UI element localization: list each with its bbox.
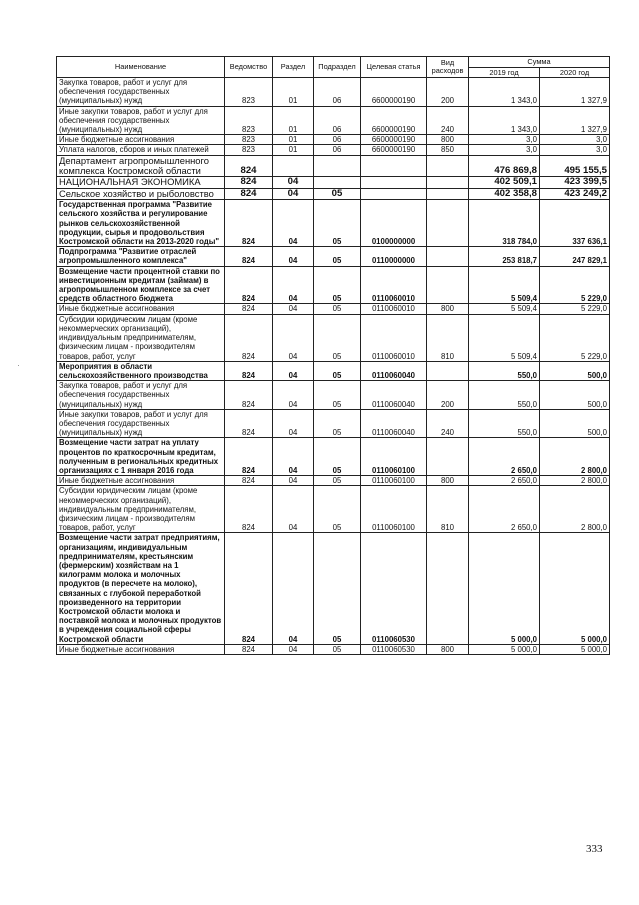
- row-podrazdel-cell: 05: [314, 361, 361, 380]
- row-sum-2019-cell: 476 869,8: [469, 155, 540, 177]
- row-expense-type-cell: [427, 361, 469, 380]
- header-expense-type: Вид расходов: [427, 57, 469, 78]
- row-sum-2019-cell: 3,0: [469, 135, 540, 145]
- margin-mark: [18, 365, 19, 366]
- row-expense-type-cell: 200: [427, 78, 469, 107]
- row-podrazdel-cell: [314, 177, 361, 188]
- row-podrazdel-cell: 05: [314, 247, 361, 266]
- row-vedomstvo-cell: 824: [225, 304, 273, 314]
- header-target-article: Целевая статья: [361, 57, 427, 78]
- row-podrazdel-cell: 05: [314, 486, 361, 533]
- row-sum-2020-cell: 423 249,2: [540, 188, 610, 199]
- row-razdel-cell: 04: [273, 304, 314, 314]
- table-row: [57, 135, 610, 145]
- row-target-cell: 6600000190: [361, 145, 427, 155]
- row-vedomstvo-cell: 823: [225, 145, 273, 155]
- row-expense-type-cell: [427, 177, 469, 188]
- row-sum-2019-cell: 402 509,1: [469, 177, 540, 188]
- row-razdel-cell: 01: [273, 135, 314, 145]
- row-razdel-cell: 04: [273, 644, 314, 654]
- row-name-cell: Иные бюджетные ассигнования: [57, 304, 225, 314]
- row-sum-2019-cell: 3,0: [469, 145, 540, 155]
- row-expense-type-cell: [427, 533, 469, 644]
- row-expense-type-cell: 810: [427, 486, 469, 533]
- row-target-cell: 0110060040: [361, 409, 427, 438]
- row-vedomstvo-cell: 824: [225, 486, 273, 533]
- row-sum-2020-cell: 2 800,0: [540, 438, 610, 476]
- table-row: [57, 486, 610, 533]
- row-vedomstvo-cell: 824: [225, 533, 273, 644]
- row-razdel-cell: 04: [273, 361, 314, 380]
- row-expense-type-cell: [427, 247, 469, 266]
- row-sum-2020-cell: 1 327,9: [540, 106, 610, 135]
- table-row: [57, 381, 610, 410]
- row-name-cell: Возмещение части процентной ставки по инвестиционным кредитам (займам) в агропромышленном комплексе за счет средств областного бюджета: [57, 266, 225, 304]
- row-name-cell: Иные бюджетные ассигнования: [57, 644, 225, 654]
- table-row: [57, 266, 610, 304]
- header-podrazdel: Подраздел: [314, 57, 361, 78]
- row-expense-type-cell: [427, 438, 469, 476]
- table-row: [57, 314, 610, 361]
- row-expense-type-cell: 800: [427, 644, 469, 654]
- row-target-cell: [361, 177, 427, 188]
- row-expense-type-cell: [427, 200, 469, 247]
- row-sum-2020-cell: 5 229,0: [540, 304, 610, 314]
- row-target-cell: 0110060010: [361, 314, 427, 361]
- row-podrazdel-cell: 05: [314, 644, 361, 654]
- row-podrazdel-cell: 06: [314, 78, 361, 107]
- row-name-cell: Сельское хозяйство и рыболовство: [57, 188, 225, 199]
- budget-table: [56, 56, 610, 655]
- row-name-cell: Департамент агропромышленного комплекса Костромской области: [57, 155, 225, 177]
- row-razdel-cell: 04: [273, 486, 314, 533]
- row-vedomstvo-cell: 824: [225, 188, 273, 199]
- table-row: [57, 304, 610, 314]
- row-expense-type-cell: [427, 155, 469, 177]
- row-name-cell: Возмещение части затрат на уплату процентов по краткосрочным кредитам, полученным в региональных кредитных организациях с 1 января 2016 года: [57, 438, 225, 476]
- row-target-cell: 0100000000: [361, 200, 427, 247]
- row-target-cell: 6600000190: [361, 78, 427, 107]
- row-podrazdel-cell: 05: [314, 314, 361, 361]
- row-sum-2019-cell: 550,0: [469, 381, 540, 410]
- row-sum-2020-cell: 3,0: [540, 135, 610, 145]
- table-row: [57, 177, 610, 188]
- row-name-cell: Уплата налогов, сборов и иных платежей: [57, 145, 225, 155]
- row-sum-2020-cell: 337 636,1: [540, 200, 610, 247]
- row-vedomstvo-cell: 824: [225, 644, 273, 654]
- row-sum-2020-cell: 5 229,0: [540, 266, 610, 304]
- row-target-cell: 0110060100: [361, 438, 427, 476]
- header-sum: Сумма: [469, 57, 610, 68]
- row-expense-type-cell: [427, 266, 469, 304]
- table-row: [57, 476, 610, 486]
- row-expense-type-cell: 800: [427, 135, 469, 145]
- row-target-cell: 6600000190: [361, 135, 427, 145]
- row-target-cell: 0110060010: [361, 266, 427, 304]
- table-row: [57, 361, 610, 380]
- row-sum-2019-cell: 1 343,0: [469, 78, 540, 107]
- row-vedomstvo-cell: 823: [225, 106, 273, 135]
- row-razdel-cell: 04: [273, 314, 314, 361]
- row-target-cell: 0110060040: [361, 361, 427, 380]
- row-vedomstvo-cell: 824: [225, 409, 273, 438]
- row-name-cell: Закупка товаров, работ и услуг для обеспечения государственных (муниципальных) нужд: [57, 78, 225, 107]
- row-name-cell: Государственная программа "Развитие сельского хозяйства и регулирование рынков сельскохозяйственной продукции, сырья и продовольствия Костромской области на 2013-2020 годы": [57, 200, 225, 247]
- page-number: 333: [586, 843, 603, 855]
- table-row: [57, 155, 610, 177]
- row-sum-2020-cell: 1 327,9: [540, 78, 610, 107]
- row-expense-type-cell: [427, 188, 469, 199]
- row-vedomstvo-cell: 823: [225, 135, 273, 145]
- row-name-cell: Мероприятия в области сельскохозяйственного производства: [57, 361, 225, 380]
- row-razdel-cell: 04: [273, 247, 314, 266]
- row-razdel-cell: 04: [273, 200, 314, 247]
- row-target-cell: 0110060530: [361, 644, 427, 654]
- row-sum-2019-cell: 5 000,0: [469, 533, 540, 644]
- row-expense-type-cell: 240: [427, 409, 469, 438]
- header-year-2020: 2020 год: [540, 68, 610, 78]
- row-target-cell: 6600000190: [361, 106, 427, 135]
- row-sum-2019-cell: 5 509,4: [469, 304, 540, 314]
- row-sum-2019-cell: 5 000,0: [469, 644, 540, 654]
- row-sum-2020-cell: 5 000,0: [540, 533, 610, 644]
- row-sum-2020-cell: 500,0: [540, 409, 610, 438]
- row-target-cell: [361, 188, 427, 199]
- row-razdel-cell: 04: [273, 381, 314, 410]
- table-row: [57, 409, 610, 438]
- row-sum-2019-cell: 253 818,7: [469, 247, 540, 266]
- row-podrazdel-cell: [314, 155, 361, 177]
- row-podrazdel-cell: 05: [314, 533, 361, 644]
- row-vedomstvo-cell: 824: [225, 361, 273, 380]
- row-target-cell: 0110000000: [361, 247, 427, 266]
- row-name-cell: Субсидии юридическим лицам (кроме некоммерческих организаций), индивидуальным предпринимателям, физическим лицам - производителям товаров, работ, услуг: [57, 314, 225, 361]
- row-razdel-cell: 04: [273, 409, 314, 438]
- row-razdel-cell: 01: [273, 106, 314, 135]
- row-vedomstvo-cell: 824: [225, 314, 273, 361]
- row-target-cell: 0110060530: [361, 533, 427, 644]
- row-expense-type-cell: 240: [427, 106, 469, 135]
- table-row: [57, 533, 610, 644]
- row-expense-type-cell: 200: [427, 381, 469, 410]
- header-year-2019: 2019 год: [469, 68, 540, 78]
- row-podrazdel-cell: 05: [314, 188, 361, 199]
- row-razdel-cell: [273, 155, 314, 177]
- row-sum-2020-cell: 3,0: [540, 145, 610, 155]
- row-podrazdel-cell: 05: [314, 438, 361, 476]
- row-name-cell: НАЦИОНАЛЬНАЯ ЭКОНОМИКА: [57, 177, 225, 188]
- row-name-cell: Иные бюджетные ассигнования: [57, 135, 225, 145]
- row-name-cell: Иные бюджетные ассигнования: [57, 476, 225, 486]
- row-sum-2019-cell: 550,0: [469, 409, 540, 438]
- row-vedomstvo-cell: 824: [225, 155, 273, 177]
- table-row: [57, 438, 610, 476]
- row-name-cell: Подпрограмма "Развитие отраслей агропромышленного комплекса": [57, 247, 225, 266]
- row-vedomstvo-cell: 824: [225, 177, 273, 188]
- row-sum-2019-cell: 2 650,0: [469, 476, 540, 486]
- row-razdel-cell: 04: [273, 266, 314, 304]
- row-expense-type-cell: 810: [427, 314, 469, 361]
- row-razdel-cell: 04: [273, 177, 314, 188]
- row-podrazdel-cell: 05: [314, 409, 361, 438]
- row-vedomstvo-cell: 824: [225, 381, 273, 410]
- row-sum-2020-cell: 247 829,1: [540, 247, 610, 266]
- row-name-cell: Закупка товаров, работ и услуг для обеспечения государственных (муниципальных) нужд: [57, 381, 225, 410]
- row-podrazdel-cell: 05: [314, 304, 361, 314]
- row-sum-2019-cell: 2 650,0: [469, 438, 540, 476]
- row-podrazdel-cell: 06: [314, 135, 361, 145]
- row-name-cell: Иные закупки товаров, работ и услуг для обеспечения государственных (муниципальных) нужд: [57, 106, 225, 135]
- row-vedomstvo-cell: 823: [225, 78, 273, 107]
- row-target-cell: [361, 155, 427, 177]
- table-row: [57, 200, 610, 247]
- row-sum-2019-cell: 5 509,4: [469, 314, 540, 361]
- row-expense-type-cell: 850: [427, 145, 469, 155]
- row-target-cell: 0110060010: [361, 304, 427, 314]
- row-sum-2019-cell: 402 358,8: [469, 188, 540, 199]
- table-row: [57, 145, 610, 155]
- row-razdel-cell: 04: [273, 438, 314, 476]
- table-row: [57, 247, 610, 266]
- row-razdel-cell: 01: [273, 78, 314, 107]
- row-sum-2020-cell: 5 229,0: [540, 314, 610, 361]
- header-name: Наименование: [57, 57, 225, 78]
- row-sum-2020-cell: 423 399,5: [540, 177, 610, 188]
- row-sum-2020-cell: 5 000,0: [540, 644, 610, 654]
- row-razdel-cell: 04: [273, 533, 314, 644]
- row-podrazdel-cell: 06: [314, 106, 361, 135]
- row-sum-2020-cell: 500,0: [540, 381, 610, 410]
- row-podrazdel-cell: 05: [314, 381, 361, 410]
- row-vedomstvo-cell: 824: [225, 200, 273, 247]
- row-sum-2019-cell: 318 784,0: [469, 200, 540, 247]
- row-razdel-cell: 01: [273, 145, 314, 155]
- row-podrazdel-cell: 05: [314, 200, 361, 247]
- row-target-cell: 0110060040: [361, 381, 427, 410]
- row-podrazdel-cell: 05: [314, 476, 361, 486]
- row-expense-type-cell: 800: [427, 304, 469, 314]
- row-vedomstvo-cell: 824: [225, 476, 273, 486]
- row-sum-2019-cell: 550,0: [469, 361, 540, 380]
- header-vedomstvo: Ведомство: [225, 57, 273, 78]
- row-name-cell: Возмещение части затрат предприятиям, организациям, индивидуальным предпринимателям, крестьянским (фермерским) хозяйствам на 1 килограмм молока и молочных продуктов (в пересчете на молоко), связанных с глубокой переработкой произведенного на территории Костромской области молока и поставкой молока и молочных продуктов в учреждения социальной сферы Костромской области: [57, 533, 225, 644]
- row-sum-2019-cell: 1 343,0: [469, 106, 540, 135]
- table-row: [57, 188, 610, 199]
- table-row: [57, 644, 610, 654]
- row-razdel-cell: 04: [273, 188, 314, 199]
- row-sum-2020-cell: 2 800,0: [540, 476, 610, 486]
- row-target-cell: 0110060100: [361, 476, 427, 486]
- row-vedomstvo-cell: 824: [225, 266, 273, 304]
- row-sum-2020-cell: 495 155,5: [540, 155, 610, 177]
- row-razdel-cell: 04: [273, 476, 314, 486]
- row-vedomstvo-cell: 824: [225, 247, 273, 266]
- row-expense-type-cell: 800: [427, 476, 469, 486]
- row-sum-2020-cell: 2 800,0: [540, 486, 610, 533]
- row-sum-2019-cell: 5 509,4: [469, 266, 540, 304]
- row-sum-2019-cell: 2 650,0: [469, 486, 540, 533]
- row-vedomstvo-cell: 824: [225, 438, 273, 476]
- row-podrazdel-cell: 05: [314, 266, 361, 304]
- table-row: [57, 106, 610, 135]
- row-sum-2020-cell: 500,0: [540, 361, 610, 380]
- row-target-cell: 0110060100: [361, 486, 427, 533]
- row-podrazdel-cell: 06: [314, 145, 361, 155]
- table-row: [57, 78, 610, 107]
- header-razdel: Раздел: [273, 57, 314, 78]
- row-name-cell: Иные закупки товаров, работ и услуг для обеспечения государственных (муниципальных) нужд: [57, 409, 225, 438]
- row-name-cell: Субсидии юридическим лицам (кроме некоммерческих организаций), индивидуальным предпринимателям, физическим лицам - производителям товаров, работ, услуг: [57, 486, 225, 533]
